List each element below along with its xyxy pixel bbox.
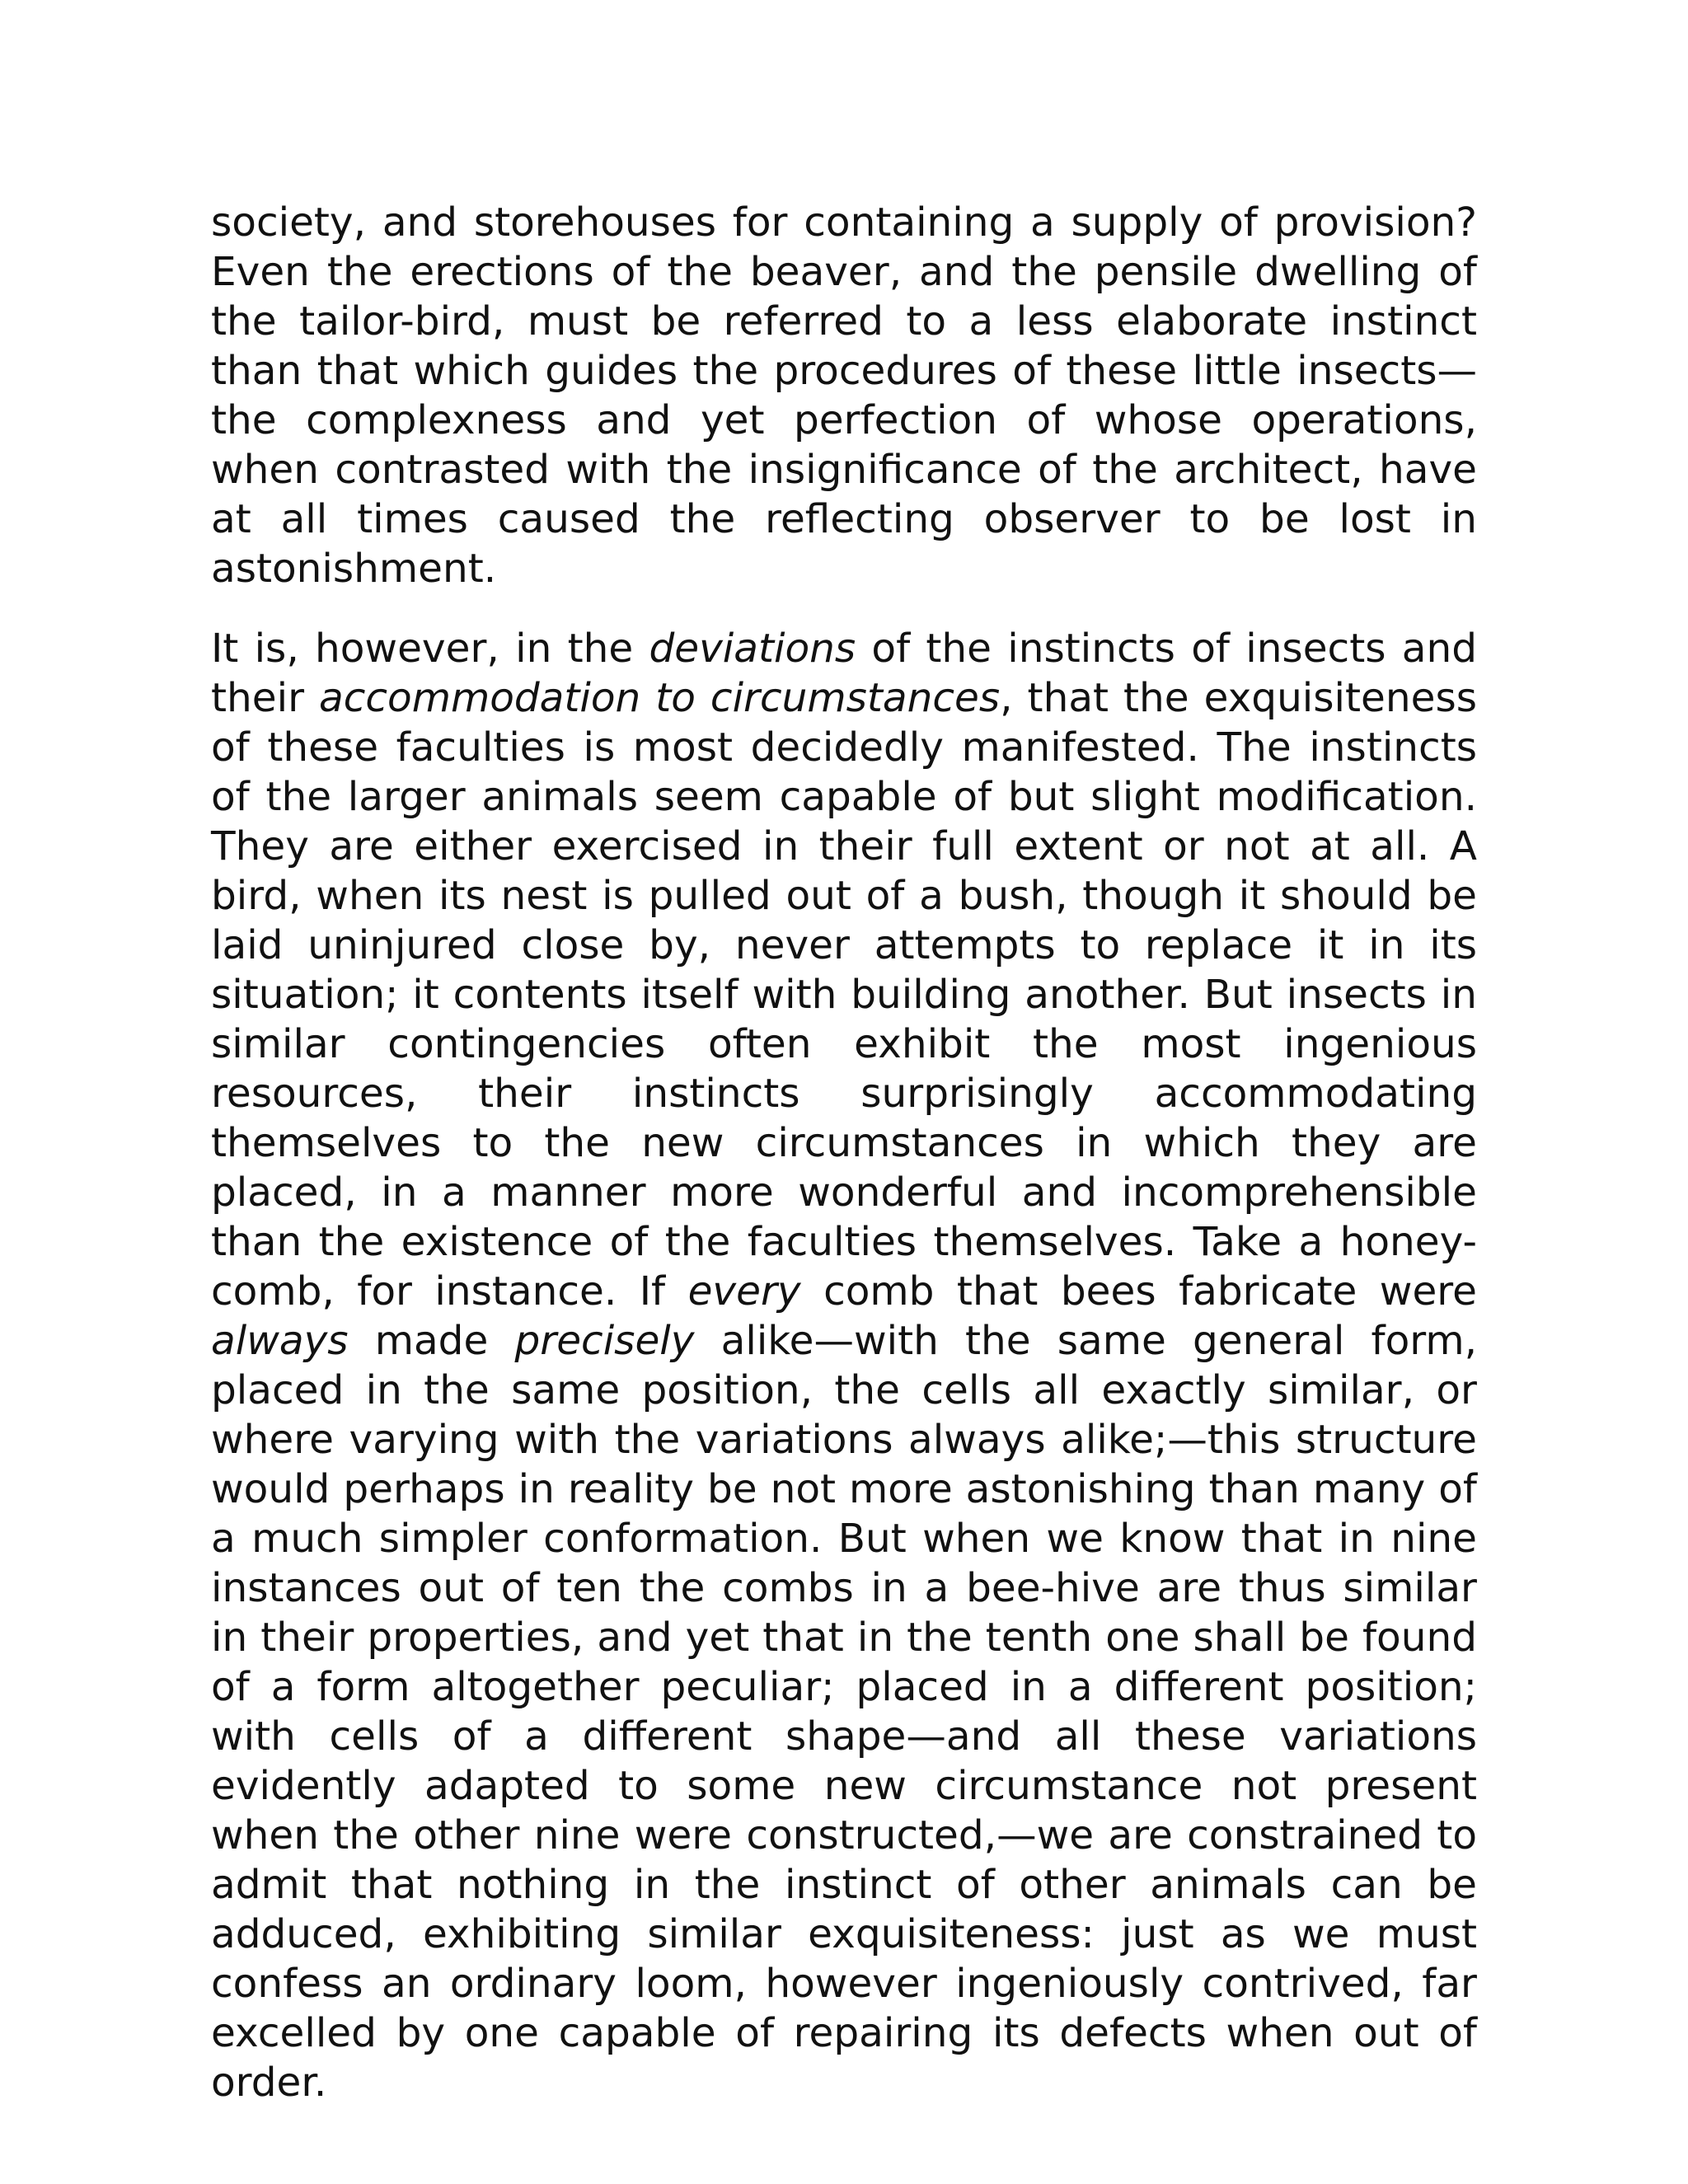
paragraph-1-text: society, and storehouses for containing a supply of provision? Even the erections of the beaver, and the pensile dwelling of the tailor-bird, must be referred to a less elaborate instinct than that which guides the procedures of these little insects—the complexness and yet perfection of whose operations, when contrasted with the insignificance of the architect, have at all times caused the reflecting observer to be lost in astonishment. bbox=[211, 199, 1477, 592]
paragraph-2 bbox=[211, 624, 1477, 2107]
body-text bbox=[211, 198, 1477, 2107]
italic-always: always bbox=[211, 1318, 349, 1364]
italic-precisely: precisely bbox=[514, 1318, 695, 1364]
paragraph-2-text-3: , that the exquisiteness of these faculties is most decidedly manifested. The instincts of the larger animals seem capable of but slight modification. They are either exercised in their full extent or not at all. A bird, when its nest is pulled out of a bush, though it should be laid uninjured close by, never attempts to replace it in its situation; it contents itself with building another. But insects in similar contingencies often exhibit the most ingenious resources, their instincts surprisingly accommodating themselves to the new circumstances in which they are placed, in a manner more wonderful and incomprehensible than the existence of the faculties themselves. Take a honey-comb, for instance. If bbox=[211, 675, 1477, 1315]
italic-accommodation: accommodation to circumstances bbox=[318, 675, 1001, 721]
paragraph-2-text-1: It is, however, in the bbox=[211, 626, 649, 672]
paragraph-2-text-2: of the instincts of insects and their bbox=[211, 626, 1477, 721]
paragraph-1 bbox=[211, 198, 1477, 593]
italic-deviations: deviations bbox=[649, 626, 856, 672]
paragraph-2-text-4: comb that bees fabricate were bbox=[800, 1268, 1477, 1315]
italic-every: every bbox=[687, 1268, 801, 1315]
paragraph-2-text-6: alike—with the same general form, placed in the same position, the cells all exactly similar, or where varying with the variations always alike;—this structure would perhaps in reality be not more astonishing than many of a much simpler conformation. But when we know that in nine instances out of ten the combs in a bee-hive are thus similar in their properties, and yet that in the tenth one shall be found of a form altogether peculiar; placed in a different position; with cells of a different shape—and all these variations evidently adapted to some new circumstance not present when the other nine were constructed,—we are constrained to admit that nothing in the instinct of other animals can be adduced, exhibiting similar exquisiteness: just as we must confess an ordinary loom, however ingeniously contrived, far excelled by one capable of repairing its defects when out of order. bbox=[211, 1318, 1477, 2106]
paragraph-2-text-5: made bbox=[348, 1318, 515, 1364]
